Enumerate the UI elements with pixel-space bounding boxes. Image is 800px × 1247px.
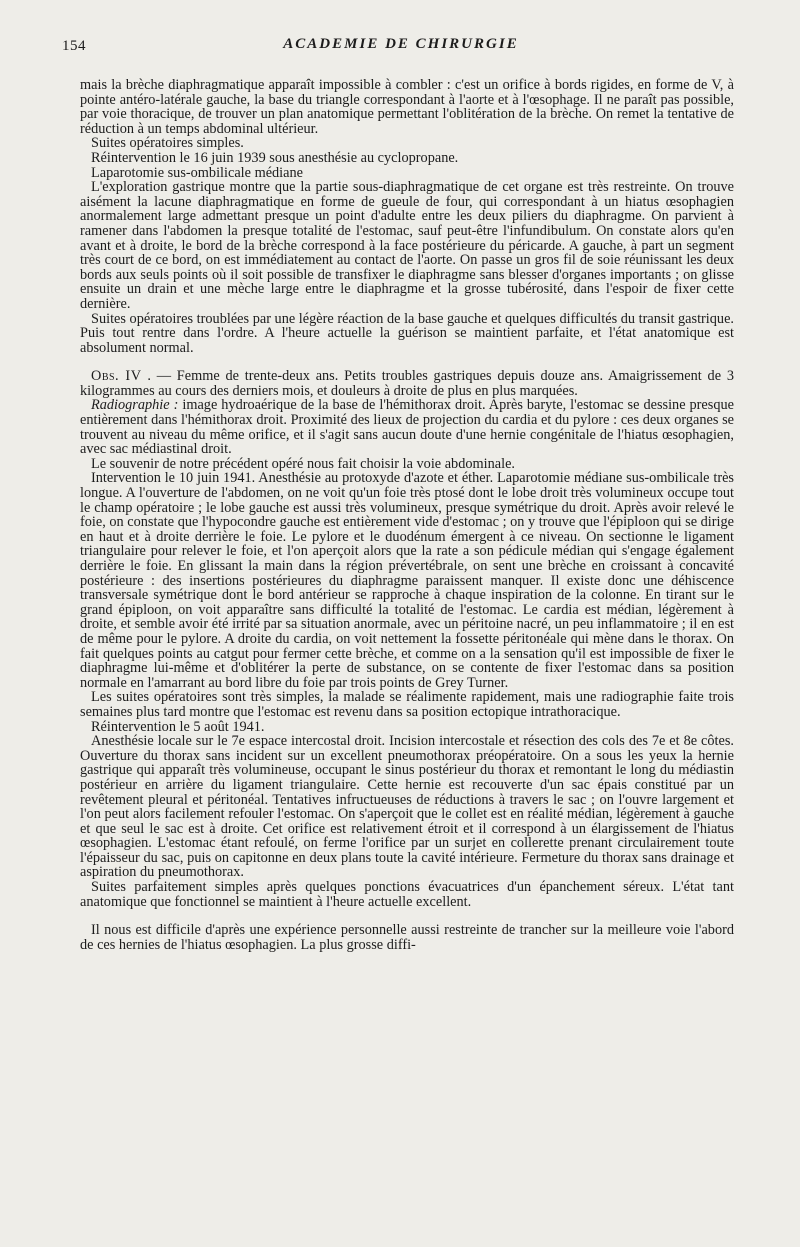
radiography-paragraph: [80, 398, 734, 456]
body-text: [80, 78, 734, 952]
paragraph: L'exploration gastrique montre que la partie sous-diaphragmatique de cet organe est très restreinte. On trouve aisément la lacune diaphragmatique en forme de gueule de four, qui correspondant à un hiatus œsophagien anormalement large admettant presque un point d'adulte entre les deux piliers du diaphragme. On parvient à ramener dans l'abdomen la presque totalité de l'estomac, sauf peut-être l'infundibulum. On constate alors qu'en avant et à droite, le bord de la brèche correspond à la face postérieure du péricarde. A gauche, à part un segment très court de ce bord, on est immédiatement au contact de l'aorte. On passe un gros fil de soie réunissant les deux bords aux seuls points où il soit possible de transfixer le diaphragme sans blesser d'organes importants ; on glisse ensuite un drain et une mèche large entre le diaphragme et la grosse tubérosité, dans l'espoir de fixer cette dernière.: [80, 179, 734, 312]
paragraph: Laparotomie sus-ombilicale médiane: [91, 164, 303, 181]
paragraph: Suites opératoires troublées par une légère réaction de la base gauche et quelques difficultés du transit gastrique. Puis tout rentre dans l'ordre. A l'heure actuelle la guérison se maintient parfaite, et l'état anatomique est absolument normal.: [80, 310, 734, 356]
page-header: [62, 36, 740, 62]
observation-label: Obs. IV: [91, 368, 142, 385]
paragraph: Il nous est difficile d'après une expérience personnelle aussi restreinte de trancher sur la meilleure voie l'abord de ces hernies de l'hiatus œsophagien. La plus grosse diffi-: [80, 922, 734, 953]
radiography-label: Radiographie :: [91, 397, 179, 414]
paragraph: Suites opératoires simples.: [91, 135, 244, 152]
paragraph: Réintervention le 16 juin 1939 sous anesthésie au cyclopropane.: [91, 149, 459, 166]
running-title: ACADEMIE DE CHIRURGIE: [283, 36, 519, 52]
observation-paragraph: [80, 369, 734, 398]
paragraph: Suites parfaitement simples après quelques ponctions évacuatrices d'un épanchement séreux. L'état tant anatomique que fonctionnel se maintient à l'heure actuelle excellent.: [80, 879, 734, 910]
paragraph: Les suites opératoires sont très simples, la malade se réalimente rapidement, mais une radiographie faite trois semaines plus tard montre que l'estomac est revenu dans sa position ectopique intrathoracique.: [80, 689, 734, 720]
page-number: 154: [62, 38, 86, 54]
paragraph: mais la brèche diaphragmatique apparaît impossible à combler : c'est un orifice à bords rigides, en forme de V, à pointe antéro-latérale gauche, la base du triangle correspondant à l'aorte et à l'œsophage. Il ne paraît pas possible, par voie thoracique, de trouver un plan anatomique permettant l'oblitération de la brèche. On remet la tentative de réduction à un temps abdominal ultérieur.: [80, 77, 734, 137]
paragraph: Anesthésie locale sur le 7e espace intercostal droit. Incision intercostale et résection des cols des 7e et 8e côtes. Ouverture du thorax sans incident sur un excellent pneumothorax préopératoire. On a sous les yeux la hernie gastrique qui apparaît très volumineuse, occupant le sinus postérieur du thorax et remontant le long du médiastin postérieur en arrière du ligament triangulaire. Cette hernie est recouverte d'un sac épais constitué par un revêtement pleural et péritonéal. Tentatives infructueuses de réductions à travers le sac ; on l'ouvre largement et l'on peut alors facilement refouler l'estomac. On s'aperçoit que le collet est en réalité médian, légèrement à gauche et que seul le sac est à droite. Cet orifice est relativement étroit et il correspond à un élargissement de l'hiatus œsophagien. L'estomac étant refoulé, on ferme l'orifice par un surjet en collerette prenant circulairement toute l'épaisseur du sac, puis on capitonne en deux plans toute la cavité intérieure. Fermeture du thorax sans drainage et aspiration du pneumothorax.: [80, 733, 734, 881]
observation-text: . — Femme de trente-deux ans. Petits troubles gastriques depuis douze ans. Amaigrissement de 3 kilogrammes au cours des derniers mois, et douleurs à droite de plus en plus marquées.: [80, 368, 734, 399]
paragraph: Réintervention le 5 août 1941.: [91, 718, 265, 735]
radiography-text: image hydroaérique de la base de l'hémithorax droit. Après baryte, l'estomac se dessine presque entièrement dans l'hémithorax droit. Proximité des lieux de projection du cardia et du pylore : ces deux organes se trouvent au niveau du même orifice, et il s'agit sans aucun doute d'une hernie congénitale de l'hiatus œsophagien, avec sac médiastinal droit.: [80, 397, 734, 458]
paragraph: Le souvenir de notre précédent opéré nous fait choisir la voie abdominale.: [91, 455, 515, 472]
paragraph: Intervention le 10 juin 1941. Anesthésie au protoxyde d'azote et éther. Laparotomie médiane sus-ombilicale très longue. A l'ouverture de l'abdomen, on ne voit qu'un foie très ptosé dont le lobe droit très volumineux occupe tout le champ opératoire ; le lobe gauche est aussi très volumineux, presque symétrique du droit. Après avoir relevé le foie, on constate que l'hypocondre gauche est entièrement vide d'estomac ; on y trouve que l'épiploon qui se dirige en haut et à droite derrière le foie. Le pylore et le duodénum émergent à ce niveau. On sectionne le ligament triangulaire pour relever le foie, et l'on aperçoit alors que la rate a son pédicule médian qui s'engage également derrière le foie. En glissant la main dans la région prévertébrale, on sent une brèche en croissant à concavité postérieure : des insertions postérieures du diaphragme paraissent manquer. Il existe donc une déhiscence transversale symétrique dont le bord antérieur se rapproche à chaque inspiration de la colonne. En tirant sur le grand épiploon, on voit apparaître sans difficulté la totalité de l'estomac. Le cardia est médian, légèrement à droite, et semble avoir été irrité par sa situation anormale, avec un péritoine nacré, un peu inflammatoire ; il en est de même pour le pylore. A droite du cardia, on voit nettement la fossette péritonéale qui mène dans le thorax. On fait quelques points au catgut pour fermer cette brèche, et comme on a la sensation qu'il est impossible de fixer le diaphragme lui-même et d'oblitérer la perte de substance, on se contente de fixer l'estomac dans sa position normale en l'amarrant au bord libre du foie par trois points de Grey Turner.: [80, 470, 734, 691]
